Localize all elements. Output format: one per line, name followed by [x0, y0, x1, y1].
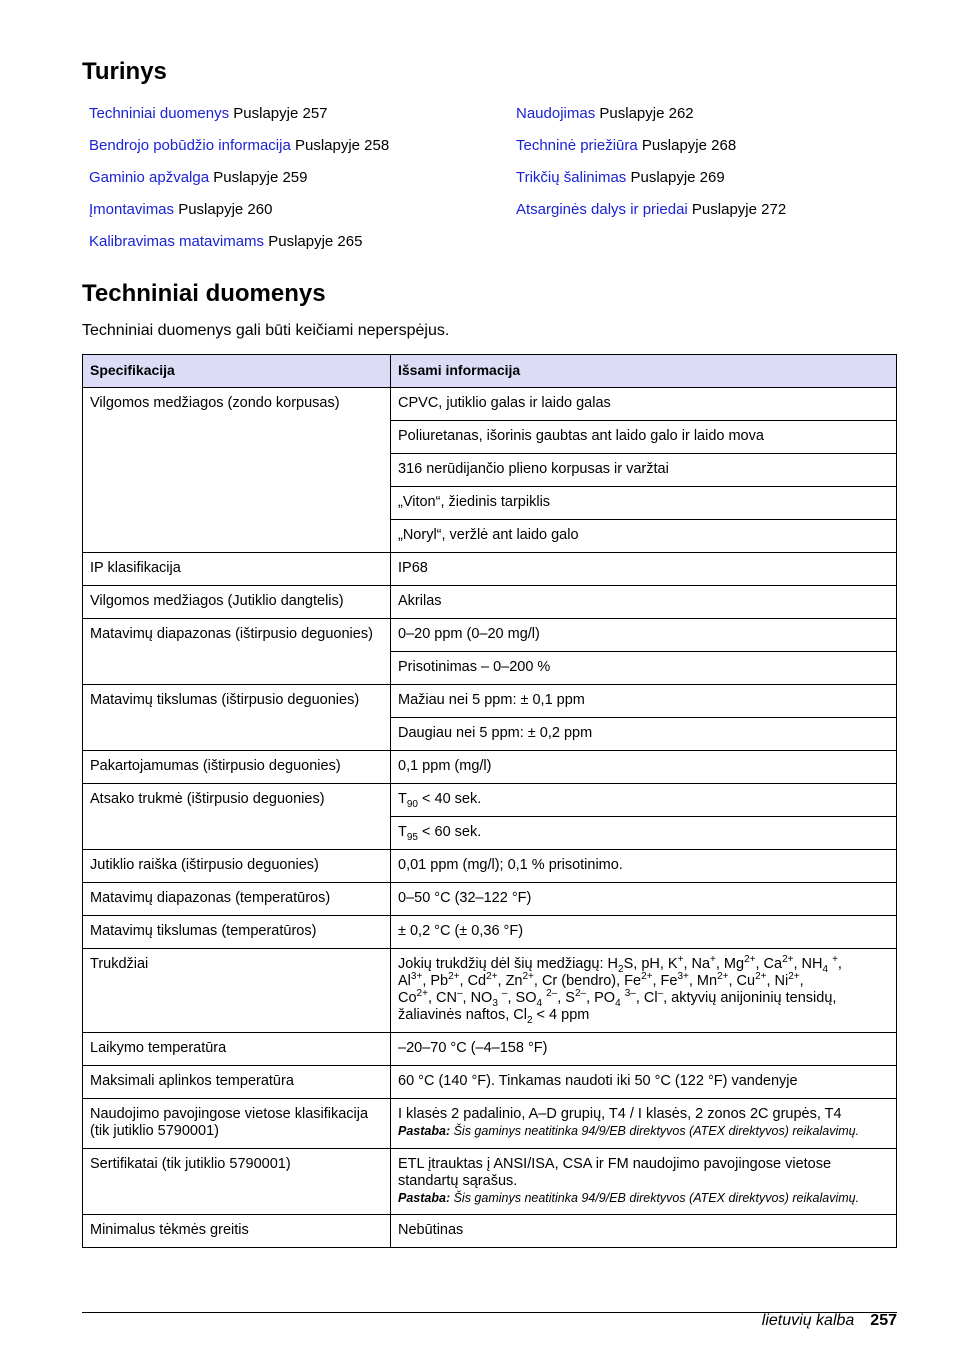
toc-link[interactable]: Atsarginės dalys ir priedai — [516, 201, 688, 218]
note — [398, 1124, 889, 1139]
toc-column-left — [89, 104, 389, 264]
superscript: 2+ — [641, 971, 653, 983]
table-row — [83, 949, 897, 1033]
subscript: 3 — [492, 997, 498, 1009]
value-text: I klasės 2 padalinio, A–D grupių, T4 / I klasės, 2 zonos 2C grupės, T4 — [398, 1106, 842, 1122]
toc-item — [89, 168, 389, 200]
table-row — [83, 619, 897, 652]
formula-text: , NH — [793, 956, 823, 972]
table-row — [83, 784, 897, 817]
spec-label: Atsako trukmė (ištirpusio deguonies) — [83, 784, 391, 850]
superscript: 3+ — [410, 971, 423, 983]
formula-text: , — [837, 956, 842, 972]
table-row — [83, 883, 897, 916]
superscript: + — [677, 954, 684, 966]
interference-value — [391, 949, 897, 1033]
formula-text: S, pH, K — [623, 956, 678, 972]
spec-label: Laikymo temperatūra — [83, 1033, 391, 1066]
toc-item — [89, 232, 389, 264]
formula-text: , Mn — [688, 973, 718, 989]
spec-label: Vilgomos medžiagos (Jutiklio dangtelis) — [83, 586, 391, 619]
toc-link[interactable]: Gaminio apžvalga — [89, 169, 210, 186]
subscript: 4 — [822, 963, 829, 975]
toc-link[interactable]: Techniniai duomenys — [89, 105, 230, 122]
toc-page: Puslapyje 257 — [233, 105, 328, 122]
toc-link[interactable]: Bendrojo pobūdžio informacija — [89, 137, 291, 154]
header-cell: Išsami informacija — [391, 355, 897, 388]
value-text: < 60 sek. — [417, 824, 482, 840]
formula-text: , S — [557, 990, 575, 1006]
note-text: Šis gaminys neatitinka 94/9/EB direktyvos (ATEX direktyvos) reikalavimų. — [450, 1191, 860, 1205]
subscript: 2 — [618, 963, 624, 975]
header-cell: Specifikacija — [83, 355, 391, 388]
spec-value-with-note — [391, 1149, 897, 1215]
subscript: 4 — [615, 997, 621, 1009]
superscript: 2+ — [755, 971, 767, 983]
table-row — [83, 1215, 897, 1248]
spec-label: Matavimų tikslumas (temperatūros) — [83, 916, 391, 949]
interference-line — [398, 990, 889, 1007]
table-row — [83, 751, 897, 784]
formula-text: , NO — [462, 990, 493, 1006]
toc-link[interactable]: Trikčių šalinimas — [516, 169, 627, 186]
spec-value: 60 °C (140 °F). Tinkamas naudoti iki 50 °C (122 °F) vandenyje — [391, 1066, 897, 1099]
formula-text: , PO — [586, 990, 616, 1006]
formula-text: , SO — [507, 990, 537, 1006]
note-label: Pastaba: — [398, 1124, 451, 1138]
toc-page: Puslapyje 259 — [213, 169, 308, 186]
footer-language: lietuvių kalba — [761, 1312, 855, 1329]
interference-line — [398, 973, 889, 990]
spec-value: 0–20 ppm (0–20 mg/l) — [391, 619, 897, 652]
spec-label: Vilgomos medžiagos (zondo korpusas) — [83, 388, 391, 553]
toc-item — [89, 136, 389, 168]
toc-page: Puslapyje 272 — [691, 201, 787, 218]
formula-text: , Ni — [766, 973, 789, 989]
toc-item — [89, 200, 389, 232]
table-row — [83, 553, 897, 586]
superscript: – — [501, 988, 508, 1000]
superscript: – — [657, 988, 664, 1000]
table-row — [83, 850, 897, 883]
toc-item — [516, 104, 786, 136]
superscript: 3– — [624, 988, 636, 1000]
spec-label: Minimalus tėkmės greitis — [83, 1215, 391, 1248]
formula-text: , aktyvių anijoninių tensidų, — [663, 990, 837, 1006]
superscript: 2+ — [448, 971, 460, 983]
spec-value — [391, 817, 897, 850]
table-row — [83, 1033, 897, 1066]
toc-link[interactable]: Įmontavimas — [89, 201, 175, 218]
superscript: 2+ — [788, 971, 800, 983]
toc-item — [516, 168, 786, 200]
subscript: 90 — [406, 798, 418, 810]
toc-page: Puslapyje 268 — [641, 137, 737, 154]
toc-item — [516, 136, 786, 168]
formula-text: , Cl — [635, 990, 658, 1006]
spec-value: Poliuretanas, išorinis gaubtas ant laido galo ir laido mova — [391, 421, 897, 454]
note-label: Pastaba: — [398, 1191, 451, 1205]
formula-text: , Mg — [715, 956, 745, 972]
toc-page: Puslapyje 265 — [268, 233, 363, 250]
spec-label: Pakartojamumas (ištirpusio deguonies) — [83, 751, 391, 784]
superscript: + — [710, 954, 716, 966]
note — [398, 1191, 889, 1206]
spec-label: Naudojimo pavojingose vietose klasifikacija (tik jutiklio 5790001) — [83, 1099, 391, 1149]
spec-value: 316 nerūdijančio plieno korpusas ir varžtai — [391, 454, 897, 487]
spec-label: Jutiklio raiška (ištirpusio deguonies) — [83, 850, 391, 883]
superscript: 3+ — [677, 971, 689, 983]
formula-text: Jokių trukdžių dėl šių medžiagų: H — [398, 956, 619, 972]
t-symbol: T — [398, 824, 407, 840]
note-text: Šis gaminys neatitinka 94/9/EB direktyvos (ATEX direktyvos) reikalavimų. — [450, 1124, 860, 1138]
spec-value: Mažiau nei 5 ppm: ± 0,1 ppm — [391, 685, 897, 718]
toc-page: Puslapyje 260 — [178, 201, 273, 218]
superscript: 2+ — [717, 971, 729, 983]
intro-text: Techniniai duomenys gali būti keičiami neperspėjus. — [82, 322, 450, 339]
formula-text: < 4 ppm — [532, 1007, 590, 1023]
subscript: 4 — [536, 997, 543, 1009]
toc-link[interactable]: Kalibravimas matavimams — [89, 233, 265, 250]
toc-item — [516, 200, 786, 232]
spec-value: CPVC, jutiklio galas ir laido galas — [391, 388, 897, 421]
spec-value: –20–70 °C (–4–158 °F) — [391, 1033, 897, 1066]
table-row — [83, 916, 897, 949]
section-title: Techniniai duomenys — [82, 280, 326, 307]
spec-label: Matavimų diapazonas (temperatūros) — [83, 883, 391, 916]
spec-value: ± 0,2 °C (± 0,36 °F) — [391, 916, 897, 949]
spec-value: Akrilas — [391, 586, 897, 619]
toc-link[interactable]: Techninė priežiūra — [516, 137, 638, 154]
superscript: + — [832, 954, 838, 966]
formula-text: Al — [398, 973, 411, 989]
spec-label: Matavimų tikslumas (ištirpusio deguonies) — [83, 685, 391, 751]
formula-text: žaliavinės naftos, Cl — [398, 1007, 527, 1023]
table-row — [83, 1099, 897, 1149]
value-text: ETL įtrauktas į ANSI/ISA, CSA ir FM naudojimo pavojingose vietose standartų sąrašus. — [398, 1156, 832, 1189]
spec-value: 0,01 ppm (mg/l); 0,1 % prisotinimo. — [391, 850, 897, 883]
spec-value: 0,1 ppm (mg/l) — [391, 751, 897, 784]
formula-text: , Cd — [459, 973, 487, 989]
formula-text: , Na — [683, 956, 711, 972]
spec-label: Maksimali aplinkos temperatūra — [83, 1066, 391, 1099]
spec-table — [82, 354, 897, 1248]
spec-value: Nebūtinas — [391, 1215, 897, 1248]
t-symbol: T — [398, 791, 407, 807]
table-row — [83, 685, 897, 718]
table-row — [83, 586, 897, 619]
spec-label: Matavimų diapazonas (ištirpusio deguonies) — [83, 619, 391, 685]
superscript: 2+ — [486, 971, 498, 983]
formula-text: , CN — [427, 990, 457, 1006]
toc-link[interactable]: Naudojimas — [516, 105, 596, 122]
toc-page: Puslapyje 269 — [630, 169, 725, 186]
toc-page: Puslapyje 258 — [294, 137, 390, 154]
spec-label: Sertifikatai (tik jutiklio 5790001) — [83, 1149, 391, 1215]
toc-item — [89, 104, 389, 136]
spec-label: Trukdžiai — [83, 949, 391, 1033]
formula-text: , Zn — [497, 973, 523, 989]
toc-page: Puslapyje 262 — [599, 105, 694, 122]
superscript: 2+ — [416, 988, 428, 1000]
spec-value: IP68 — [391, 553, 897, 586]
spec-value-with-note — [391, 1099, 897, 1149]
spec-value: „Viton“, žiedinis tarpiklis — [391, 487, 897, 520]
superscript: – — [456, 988, 463, 1000]
spec-label: IP klasifikacija — [83, 553, 391, 586]
toc-title: Turinys — [82, 58, 167, 85]
subscript: 2 — [526, 1014, 533, 1026]
superscript: 2– — [574, 988, 587, 1000]
formula-text: , Ca — [755, 956, 783, 972]
toc-column-right — [516, 104, 786, 232]
formula-text: , Cu — [728, 973, 756, 989]
formula-text: , Pb — [422, 973, 449, 989]
table-row — [83, 1066, 897, 1099]
table-row — [83, 388, 897, 421]
page-footer — [762, 1312, 897, 1330]
table-header-row — [83, 355, 897, 388]
value-text: < 40 sek. — [417, 791, 482, 807]
formula-text: Co — [398, 990, 417, 1006]
formula-text: , Cr (bendro), Fe — [533, 973, 642, 989]
page-number: 257 — [870, 1312, 897, 1329]
spec-value: Daugiau nei 5 ppm: ± 0,2 ppm — [391, 718, 897, 751]
interference-line — [398, 1007, 889, 1024]
formula-text: , Fe — [652, 973, 678, 989]
spec-value — [391, 784, 897, 817]
superscript: 2– — [546, 988, 558, 1000]
spec-value: 0–50 °C (32–122 °F) — [391, 883, 897, 916]
formula-text: , — [799, 973, 804, 989]
table-row — [83, 1149, 897, 1215]
superscript: 2+ — [522, 971, 534, 983]
spec-value: Prisotinimas – 0–200 % — [391, 652, 897, 685]
subscript: 95 — [406, 831, 418, 843]
superscript: 2+ — [782, 954, 794, 966]
superscript: 2+ — [744, 954, 756, 966]
spec-value: „Noryl“, veržlė ant laido galo — [391, 520, 897, 553]
